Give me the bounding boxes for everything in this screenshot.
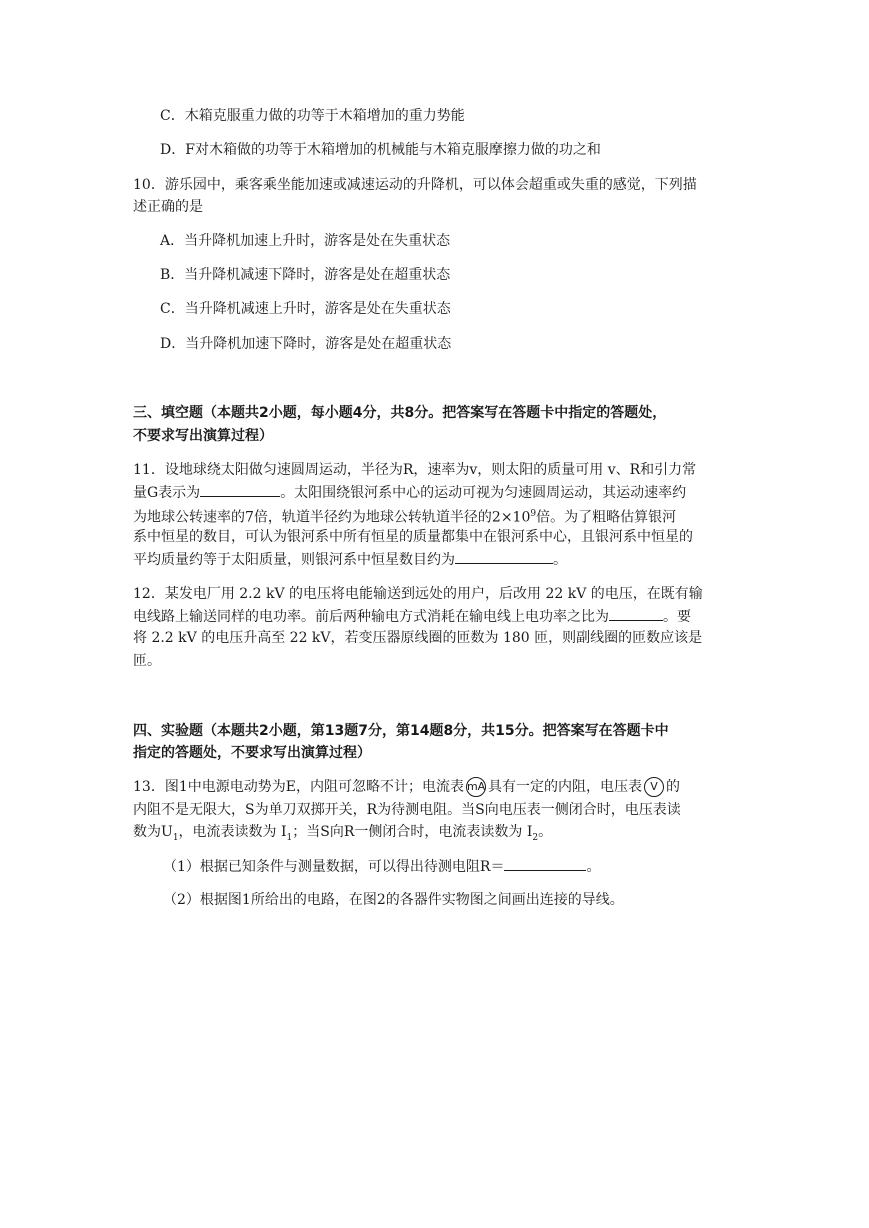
- q10-stem-line2: 述正确的是: [133, 199, 203, 215]
- q11-line1: 11．设地球绕太阳做匀速圆周运动，半径为R，速率为v，则太阳的质量可用 v、R和引力常: [133, 462, 697, 478]
- q10-option-d: D．当升降机加速下降时，游客是处在超重状态: [160, 336, 452, 352]
- q10-option-a: A．当升降机加速上升时，游客是处在失重状态: [160, 233, 451, 249]
- q11-line3: 为地球公转速率的7倍，轨道半径约为地球公转轨道半径的$2\times 10^9$倍。为了粗略估算银河: [133, 509, 677, 526]
- q13-part1: （1）根据已知条件与测量数据，可以得出待测电阻R＝ 。: [163, 856, 600, 877]
- q12-answer-blank-1[interactable]: [609, 606, 663, 621]
- section3-heading-line1: 三、填空题（本题共2小题，每小题4分，共8分。把答案写在答题卡中指定的答题处，: [133, 405, 667, 421]
- q10-stem-line1: 10．游乐园中，乘客乘坐能加速或减速运动的升降机，可以体会超重或失重的感觉，下列描: [133, 177, 697, 193]
- q11-line4: 系中恒星的数目，可认为银河系中所有恒星的质量都集中在银河系中心，且银河系中恒星的: [133, 529, 693, 545]
- q11-answer-blank-2[interactable]: [455, 549, 553, 564]
- q11-line5: 平均质量约等于太阳质量，则银河系中恒星数目约为 。: [133, 549, 567, 570]
- q12-line2: 电线路上输送同样的电功率。前后两种输电方式消耗在输电线上电功率之比为 。要: [133, 606, 691, 627]
- section4-heading-line1: 四、实验题（本题共2小题，第13题7分，第14题8分，共15分。把答案写在答题卡中: [133, 723, 669, 739]
- q13-line2: 内阻不是无限大，S为单刀双掷开关，R为待测电阻。当S向电压表一侧闭合时，电压表读: [133, 802, 681, 818]
- q9-option-d: D．F对木箱做的功等于木箱增加的机械能与木箱克服摩擦力做的功之和: [160, 142, 601, 158]
- q10-option-c: C．当升降机减速上升时，游客是处在失重状态: [160, 301, 451, 317]
- q10-option-b: B．当升降机减速下降时，游客是处在超重状态: [160, 267, 451, 283]
- q13-part2: （2）根据图1所给出的电路，在图2的各器件实物图之间画出连接的导线。: [163, 892, 624, 908]
- section4-heading-line2: 指定的答题处，不要求写出演算过程）: [133, 745, 371, 761]
- voltmeter-icon: V: [644, 777, 664, 797]
- q12-line3: 将 2.2 kV 的电压升高至 22 kV，若变压器原线圈的匝数为 180 匝，则副线圈的匝数应该是: [133, 630, 703, 646]
- q13-line1: 13．图1中电源电动势为E，内阻可忽略不计；电流表 mA 具有一定的内阻，电压表 V 的: [133, 779, 680, 795]
- section3-heading-line2: 不要求写出演算过程）: [133, 428, 273, 444]
- q12-line1: 12．某发电厂用 2.2 kV 的电压将电能输送到远处的用户，后改用 22 kV 的电压，在既有输: [133, 586, 703, 602]
- q11-line2: 量G表示为 。太阳围绕银河系中心的运动可视为匀速圆周运动，其运动速率约: [133, 482, 686, 503]
- q9-option-c: C．木箱克服重力做的功等于木箱增加的重力势能: [160, 108, 465, 124]
- q13-answer-blank[interactable]: [504, 856, 586, 871]
- milliammeter-icon: mA: [466, 777, 486, 797]
- q12-line4: 匝。: [133, 653, 161, 669]
- q11-answer-blank-1[interactable]: [200, 482, 280, 497]
- q13-line3: 数为$U_1$，电流表读数为 $I_1$；当S向R一侧闭合时，电流表读数为 $I_2$。: [133, 824, 553, 843]
